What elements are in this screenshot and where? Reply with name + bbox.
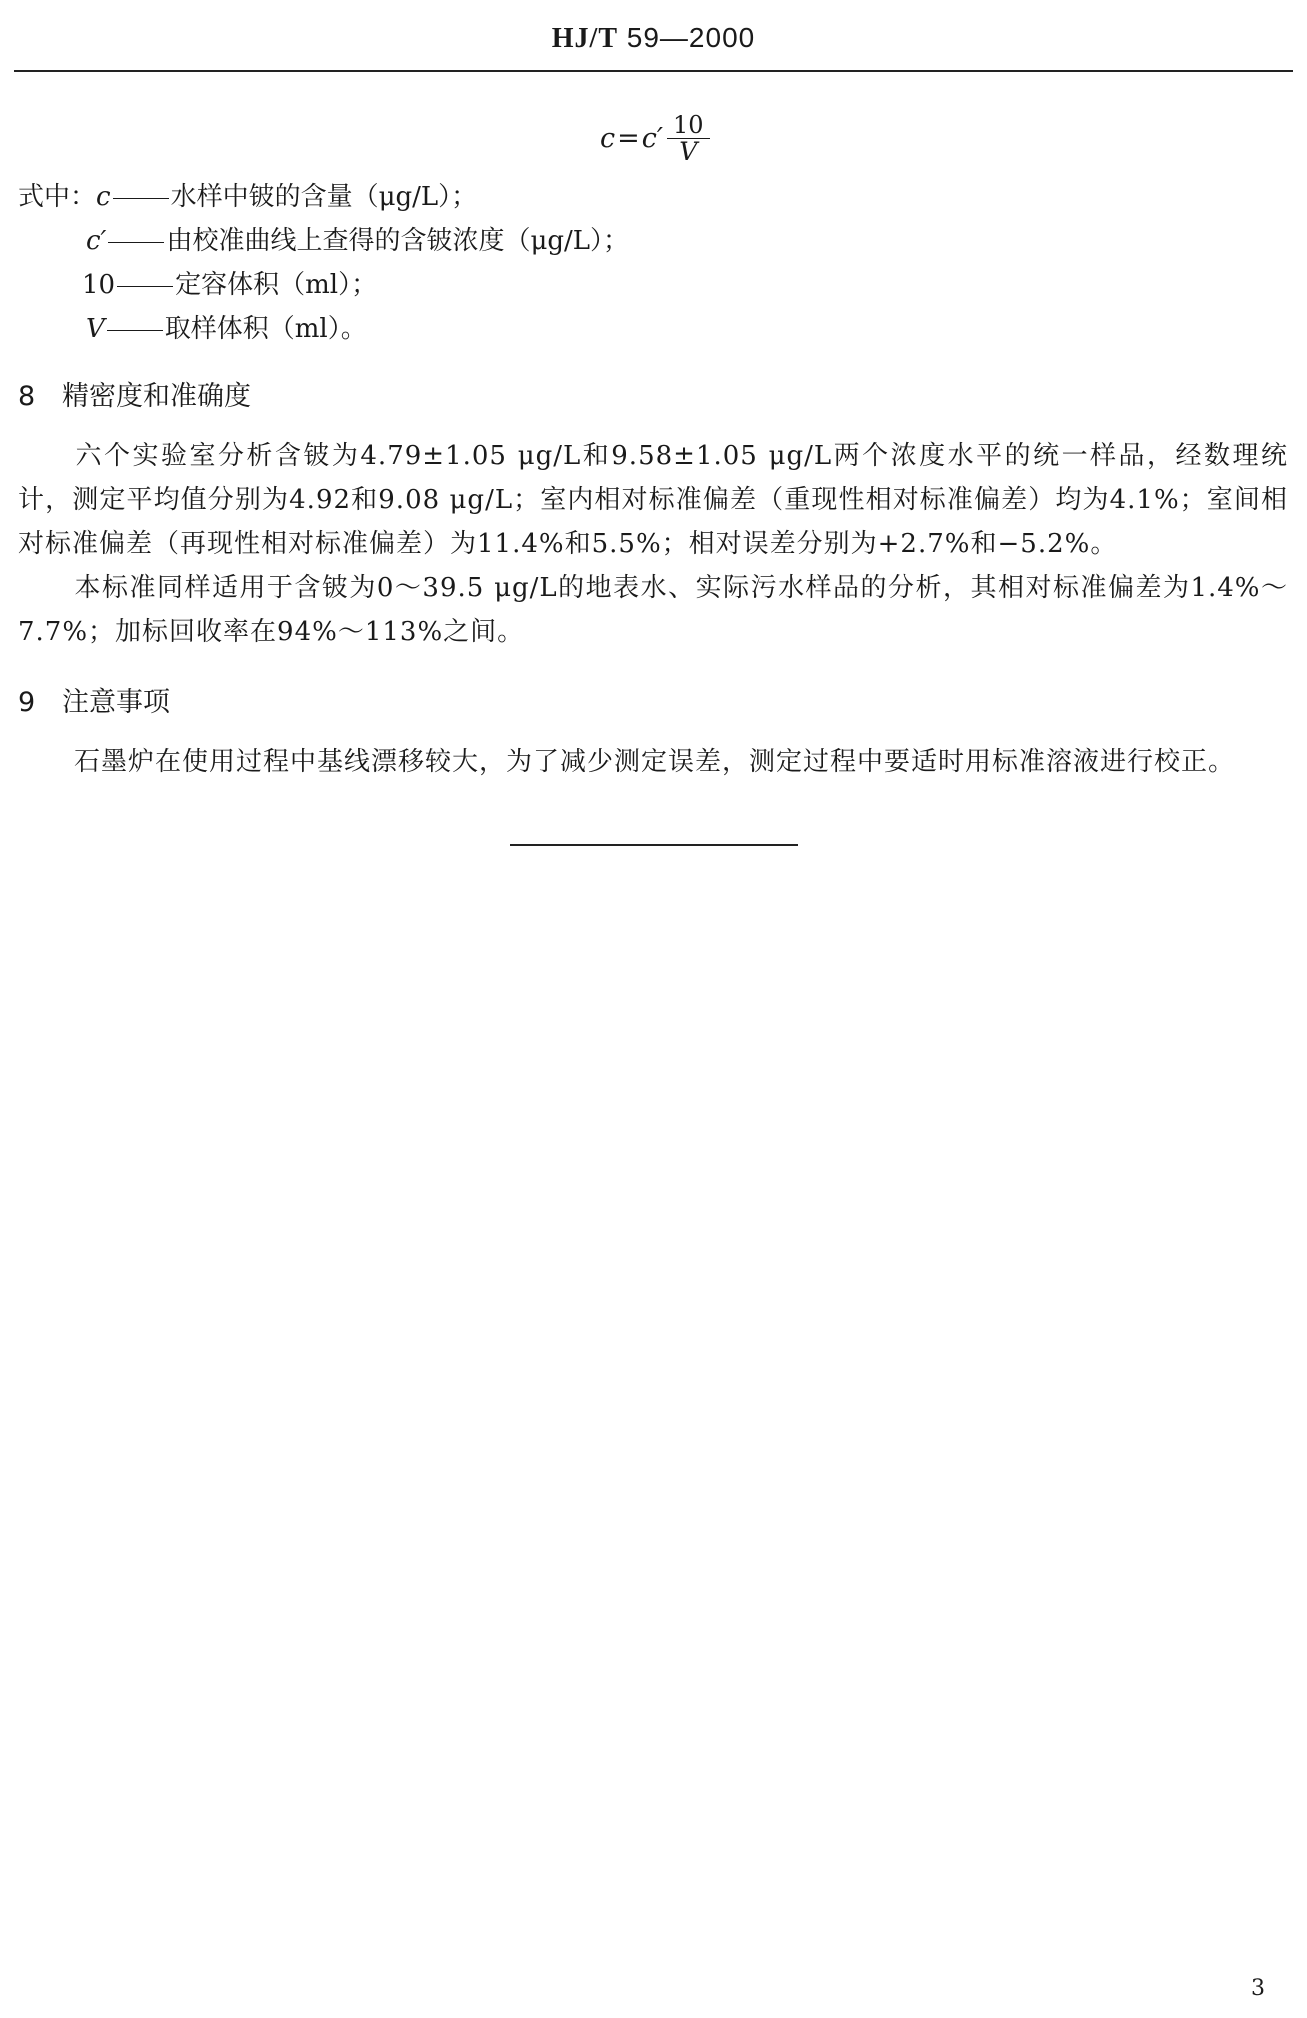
where-symbol: c (96, 182, 111, 212)
section-number: 9 (18, 687, 36, 718)
where-definition: 水样中铍的含量（μg/L）； (170, 182, 478, 212)
where-line-10 (82, 264, 377, 301)
section-title: 精密度和准确度 (62, 381, 251, 412)
where-line-v (86, 308, 367, 345)
formula-equals: = (617, 122, 640, 154)
em-dash (107, 330, 163, 331)
section-8-paragraph-2 (18, 566, 1288, 654)
paragraph-text: 六个实验室分析含铍为4.79±1.05 μg/L和9.58±1.05 μg/L两个浓度水平的统一样品，经数理统计，测定平均值分别为4.92和9.08 μg/L；室内相对标准偏差（重现性相对标准偏差）均为4.1%；室间相对标准偏差（再现性相对标准偏差）为11.4%和5.5%；相对误差分别为+2.7%和−5.2%。 (18, 441, 1288, 559)
section-9-heading (18, 680, 170, 719)
formula-lhs: c (600, 122, 616, 154)
where-line-c-prime (86, 220, 629, 257)
where-definition: 由校准曲线上查得的含铍浓度（μg/L）； (166, 226, 630, 256)
where-symbol: 10 (82, 270, 116, 300)
where-line-c (18, 176, 477, 213)
formula-fraction (667, 112, 710, 165)
where-intro: 式中： (18, 182, 97, 212)
em-dash (117, 286, 173, 287)
where-symbol: c′ (86, 226, 107, 256)
concentration-formula (600, 108, 710, 168)
paragraph-text: 本标准同样适用于含铍为0～39.5 μg/L的地表水、实际污水样品的分析，其相对标准偏差为1.4%～7.7%；加标回收率在94%～113%之间。 (18, 573, 1288, 647)
page-header (0, 22, 1307, 55)
header-rule (14, 70, 1293, 72)
section-title: 注意事项 (62, 687, 170, 718)
standard-code-prefix: HJ/T (551, 23, 618, 54)
section-9-paragraph-1 (18, 740, 1288, 784)
formula-factor: c′ (641, 122, 664, 154)
fraction-denominator: V (679, 136, 698, 166)
where-definition: 定容体积（ml）； (175, 270, 378, 300)
paragraph-text: 石墨炉在使用过程中基线漂移较大，为了减少测定误差，测定过程中要适时用标准溶液进行校正。 (74, 747, 1236, 777)
end-of-text-rule (510, 844, 798, 846)
fraction-numerator: 10 (673, 110, 704, 139)
section-8-heading (18, 374, 251, 413)
page-number: 3 (1251, 1976, 1265, 2001)
standard-code-number: 59—2000 (626, 22, 756, 53)
section-8-paragraph-1 (18, 434, 1288, 566)
where-definition: 取样体积（ml）。 (164, 314, 367, 344)
em-dash (113, 198, 169, 199)
where-symbol: V (86, 314, 105, 344)
section-number: 8 (18, 381, 36, 412)
em-dash (108, 242, 164, 243)
